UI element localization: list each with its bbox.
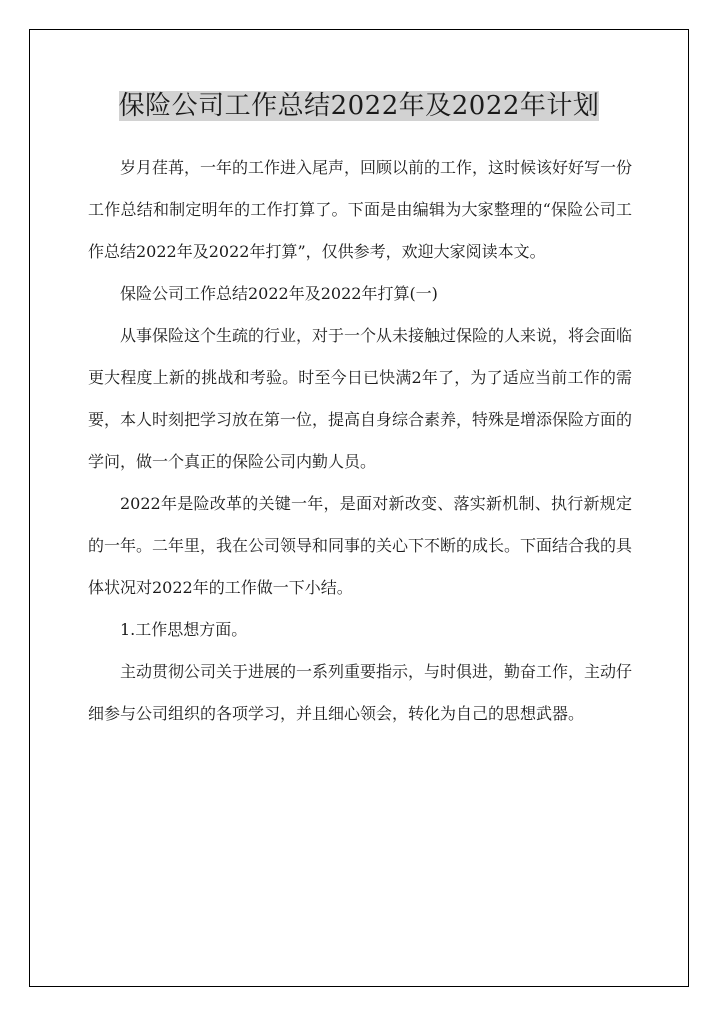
document-body bbox=[88, 147, 632, 735]
section-heading: 保险公司工作总结2022年及2022年打算(一) bbox=[120, 284, 438, 303]
paragraph-background: 从事保险这个生疏的行业，对于一个从未接触过保险的人来说，将会面临更大程度上新的挑战和考验。时至今日已快满2年了，为了适应当前工作的需要，本人时刻把学习放在第一位，提高自身综合素养，特殊是增添保险方面的学问，做一个真正的保险公司内勤人员。 bbox=[88, 326, 633, 471]
subsection-heading: 1.工作思想方面。 bbox=[120, 620, 248, 639]
paragraph-year-summary: 2022年是险改革的关键一年，是面对新改变、落实新机制、执行新规定的一年。二年里，我在公司领导和同事的关心下不断的成长。下面结合我的具体状况对2022年的工作做一下小结。 bbox=[88, 494, 633, 597]
document-title: 保险公司工作总结2022年及2022年计划 bbox=[118, 91, 600, 121]
paragraph-intro: 岁月荏苒，一年的工作进入尾声，回顾以前的工作，这时候该好好写一份工作总结和制定明年的工作打算了。下面是由编辑为大家整理的“保险公司工作总结2022年及2022年打算”，仅供参考，欢迎大家阅读本文。 bbox=[88, 158, 633, 261]
paragraph-work-thinking: 主动贯彻公司关于进展的一系列重要指示，与时俱进，勤奋工作，主动仔细参与公司组织的各项学习，并且细心领会，转化为自己的思想武器。 bbox=[88, 662, 633, 723]
title-block bbox=[29, 88, 689, 124]
